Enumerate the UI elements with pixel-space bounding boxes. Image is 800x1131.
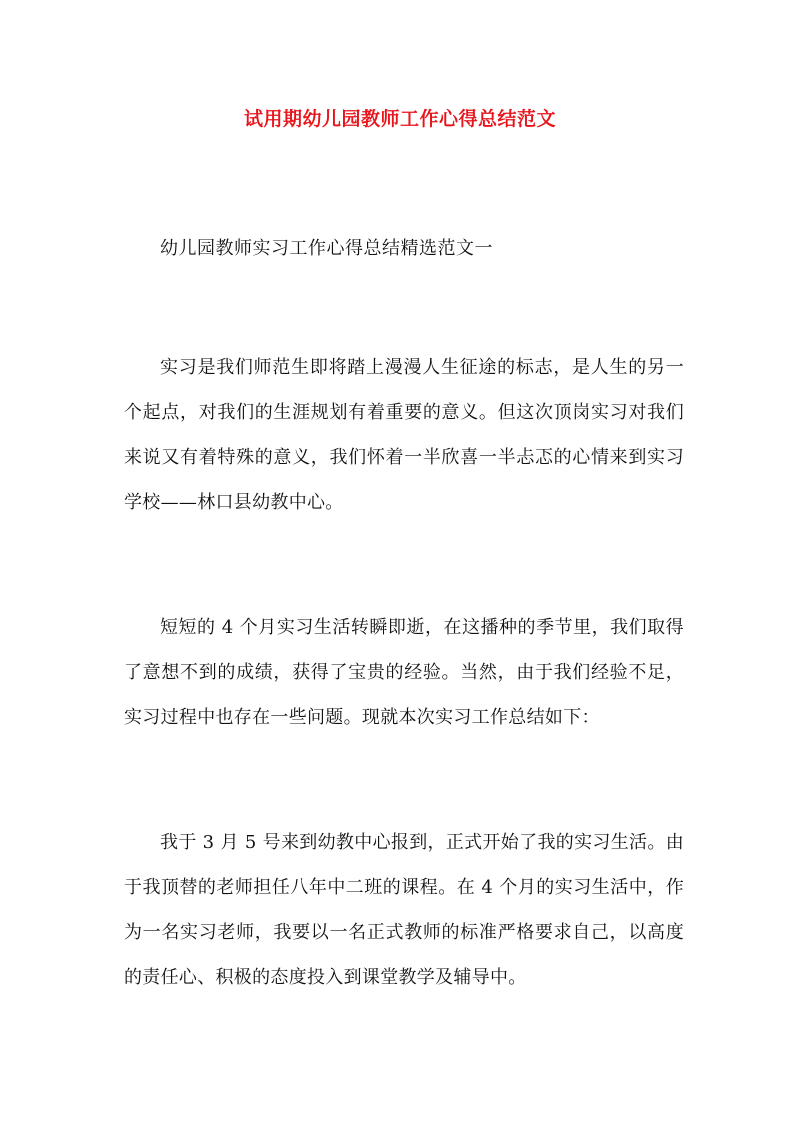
paragraph-1: 实习是我们师范生即将踏上漫漫人生征途的标志，是人生的另一个起点，对我们的生涯规划有着重要的意义。但这次顶岗实习对我们来说又有着特殊的意义，我们怀着一半欣喜一半忐忑的心情来到实习学校——林口县幼教中心。 — [124, 357, 684, 513]
paragraph-2: 短短的 4 个月实习生活转瞬即逝，在这播种的季节里，我们取得了意想不到的成绩，获得了宝贵的经验。当然，由于我们经验不足，实习过程中也存在一些问题。现就本次实习工作总结如下： — [124, 617, 684, 728]
document-subtitle: 幼儿园教师实习工作心得总结精选范文一 — [160, 238, 493, 259]
document-title: 试用期幼儿园教师工作心得总结范文 — [243, 108, 556, 130]
paragraph-3: 我于 3 月 5 号来到幼教中心报到，正式开始了我的实习生活。由于我顶替的老师担任八年中二班的课程。在 4 个月的实习生活中，作为一名实习老师，我要以一名正式教师的标准严格要求自己，以高度的责任心、积极的态度投入到课堂教学及辅导中。 — [124, 832, 684, 988]
